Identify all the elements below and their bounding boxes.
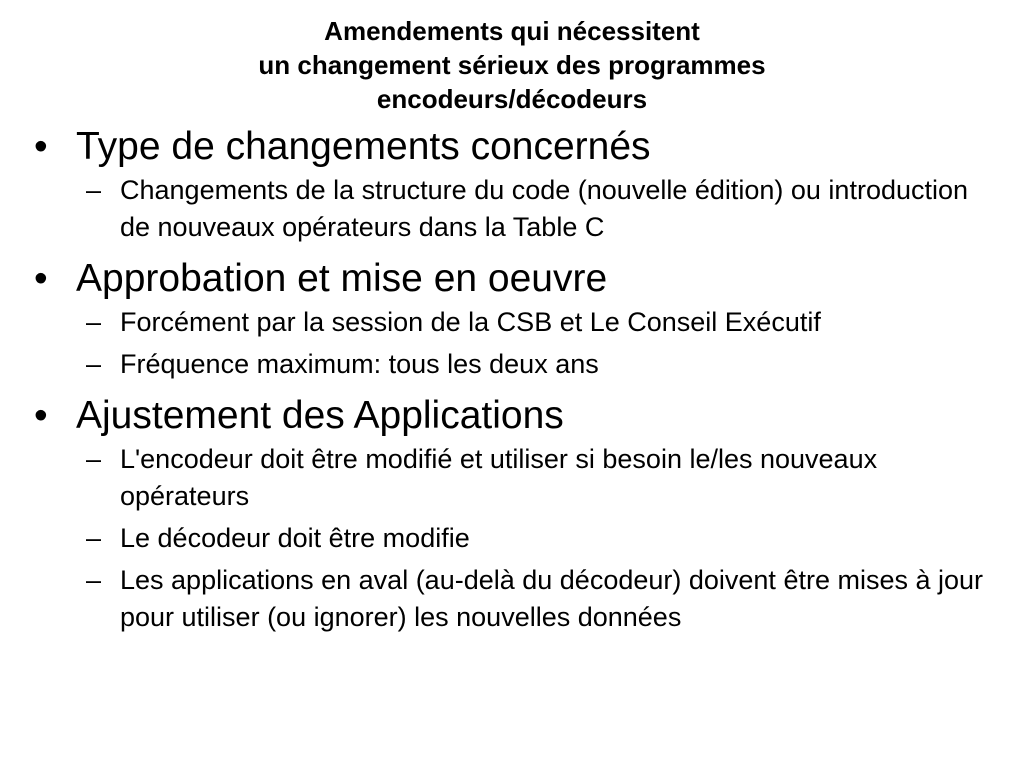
dash-glyph: – xyxy=(86,523,102,553)
sub-bullet-text: Changements de la structure du code (nouvelle édition) ou introduction de nouveaux opérateurs dans la Table C xyxy=(120,175,969,242)
sub-bullet xyxy=(34,562,994,636)
sub-bullet-text: Les applications en aval (au-delà du décodeur) doivent être mises à jour pour utiliser (ou ignorer) les nouvelles données xyxy=(120,565,984,632)
sub-bullet-text: Fréquence maximum: tous les deux ans xyxy=(120,349,599,379)
bullet-list xyxy=(34,124,994,636)
sub-bullet-text: L'encodeur doit être modifié et utiliser si besoin le/les nouveaux opérateurs xyxy=(120,444,878,511)
dash-glyph: – xyxy=(86,175,102,205)
title-line-2: un changement sérieux des programmes xyxy=(258,50,766,80)
title-line-1: Amendements qui nécessitent xyxy=(324,16,700,46)
bullet-glyph: • xyxy=(34,394,48,437)
dash-glyph: – xyxy=(86,307,102,337)
bullet-heading: Approbation et mise en oeuvre xyxy=(76,257,608,300)
sub-bullet-text: Forcément par la session de la CSB et Le Conseil Exécutif xyxy=(120,307,821,337)
dash-glyph: – xyxy=(86,565,102,595)
sub-bullet xyxy=(34,520,994,557)
sub-bullet xyxy=(34,346,994,383)
slide-title xyxy=(0,14,1024,116)
sub-bullet xyxy=(34,304,994,341)
sub-bullet-text: Le décodeur doit être modifie xyxy=(120,523,470,553)
bullet-glyph: • xyxy=(34,125,48,168)
sub-bullet xyxy=(34,441,994,515)
title-line-3: encodeurs/décodeurs xyxy=(376,84,648,114)
bullet-glyph: • xyxy=(34,257,48,300)
dash-glyph: – xyxy=(86,444,102,474)
bullet-ajustement xyxy=(34,393,994,439)
bullet-heading: Ajustement des Applications xyxy=(76,394,564,437)
sub-bullet xyxy=(34,172,994,246)
bullet-approbation xyxy=(34,256,994,302)
dash-glyph: – xyxy=(86,349,102,379)
bullet-type-de-changements xyxy=(34,124,994,170)
bullet-heading: Type de changements concernés xyxy=(76,125,651,168)
